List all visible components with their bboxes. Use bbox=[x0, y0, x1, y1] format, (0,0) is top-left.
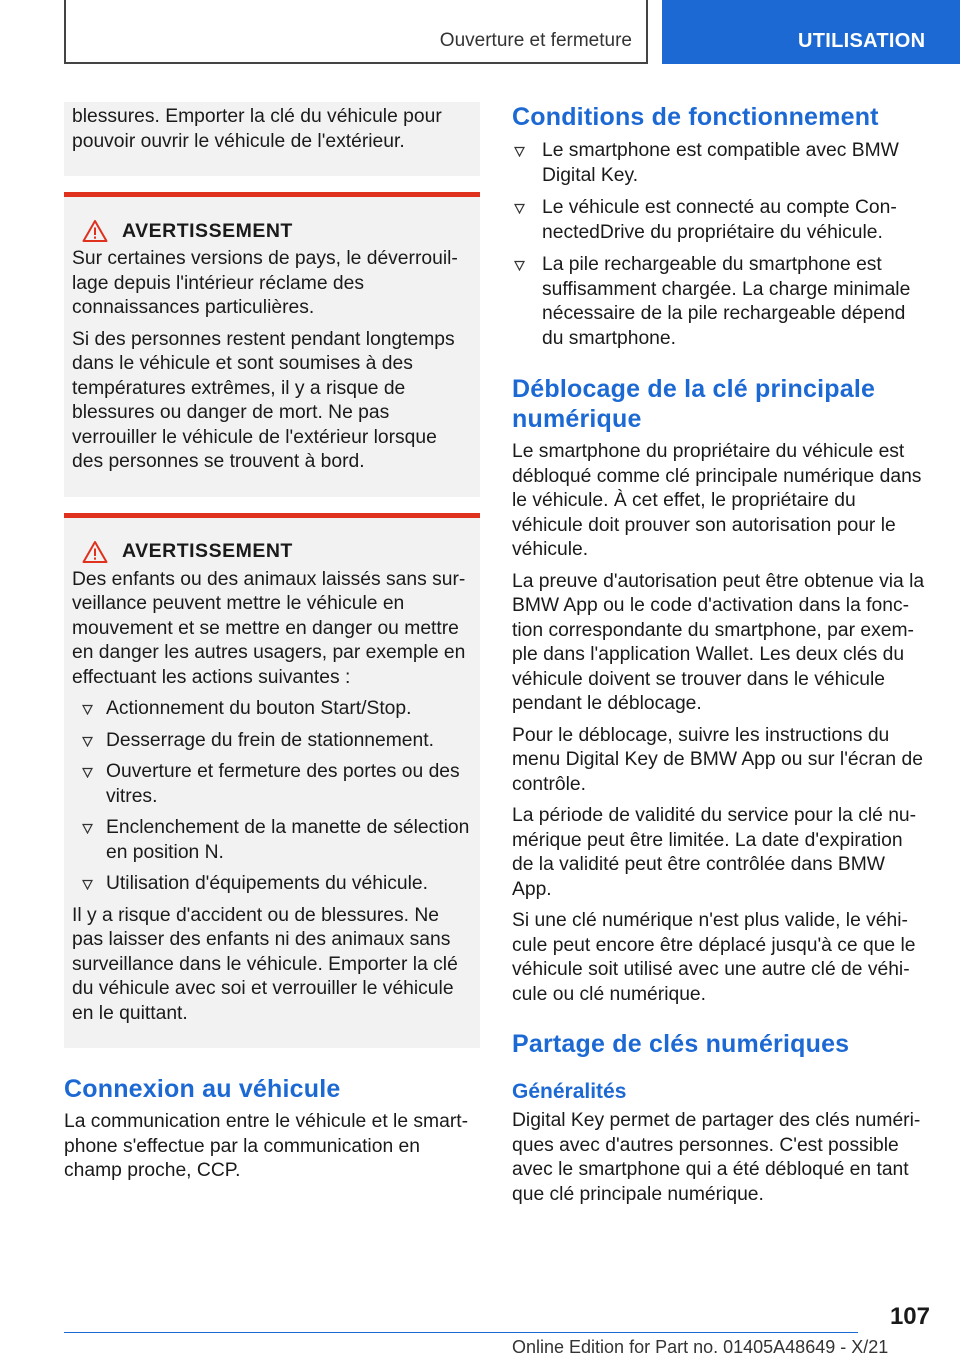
footer-edition-text: Online Edition for Part no. 01405A48649 - X/21 bbox=[512, 1337, 889, 1357]
continued-warning-box bbox=[64, 102, 480, 176]
warning-paragraph: Si des personnes restent pendant longtemps dans le véhicule et sont soumises à des températures extrêmes, il y a risque de blessures ou danger de mort. Ne pas verrouiller le véhicule de l'extérieur lorsque des personnes se trouvent à bord. bbox=[72, 328, 455, 472]
header-section-box bbox=[64, 0, 648, 64]
triangle-bullet-icon bbox=[82, 767, 93, 778]
partage-text: Digital Key permet de partager des clés numériques avec d'autres personnes. C'est possible avec le smartphone qui a été débloqué en tant que clé principale numérique. bbox=[512, 1110, 921, 1205]
left-column bbox=[64, 102, 480, 1191]
warning-paragraph: Sur certaines versions de pays, le déverrouillage depuis l'intérieur réclame des connaissances particulières. bbox=[72, 248, 458, 318]
list-item: Utilisation d'équipements du véhicule. bbox=[72, 872, 472, 897]
triangle-bullet-icon bbox=[82, 736, 93, 747]
list-item: Le smartphone est compatible avec BMW Digital Key. bbox=[512, 139, 928, 188]
header-section-title: Ouverture et fermeture bbox=[439, 30, 632, 51]
warning-box-2 bbox=[64, 513, 480, 1049]
header-chapter-tab bbox=[662, 0, 960, 64]
section-title-partage: Partage de clés numériques bbox=[512, 1030, 850, 1058]
list-item: Enclenchement de la manette de sélection en position N. bbox=[72, 816, 472, 865]
page-number: 107 bbox=[889, 1303, 930, 1330]
conditions-list bbox=[512, 139, 928, 351]
connexion-text: La communication entre le véhicule et le smartphone s'effectue par la communication en champ proche, CCP. bbox=[64, 1111, 469, 1181]
warning-triangle-icon bbox=[82, 540, 108, 564]
deblocage-paragraph: La période de validité du service pour la clé numérique peut être limitée. La date d'expiration de la validité peut être contrôlée dans BMW App. bbox=[512, 805, 917, 900]
warning-box-1 bbox=[64, 192, 480, 497]
list-item: La pile rechargeable du smartphone est suffisamment chargée. La charge minimale nécessaire de la pile rechargeable dépend du smartphone. bbox=[512, 253, 928, 351]
triangle-bullet-icon bbox=[82, 879, 93, 890]
triangle-bullet-icon bbox=[514, 203, 525, 214]
warning-action-list bbox=[72, 697, 472, 897]
header-chapter-title: UTILISATION bbox=[798, 30, 926, 52]
section-title-deblocage: Déblocage de la clé principale numérique bbox=[512, 375, 876, 433]
section-title-connexion: Connexion au véhicule bbox=[64, 1075, 341, 1103]
right-column bbox=[512, 102, 928, 1214]
warning-title: AVERTISSEMENT bbox=[122, 540, 293, 562]
continued-warning-text: blessures. Emporter la clé du véhicule pour pouvoir ouvrir le véhicule de l'extérieur. bbox=[72, 106, 442, 152]
warning-header bbox=[72, 219, 472, 243]
warning-header bbox=[72, 540, 472, 564]
list-item: Actionnement du bouton Start/Stop. bbox=[72, 697, 472, 722]
warning-triangle-icon bbox=[82, 219, 108, 243]
list-item: Le véhicule est connecté au compte ConnectedDrive du propriétaire du véhicule. bbox=[512, 196, 928, 245]
deblocage-paragraph: Pour le déblocage, suivre les instructions du menu Digital Key de BMW App ou sur l'écran de contrôle. bbox=[512, 724, 923, 795]
triangle-bullet-icon bbox=[82, 704, 93, 715]
triangle-bullet-icon bbox=[82, 823, 93, 834]
triangle-bullet-icon bbox=[514, 260, 525, 271]
deblocage-paragraph: Si une clé numérique n'est plus valide, le véhicule peut encore être déplacé jusqu'à ce que le véhicule soit utilisé avec une autre clé de véhicule ou clé numérique. bbox=[512, 910, 916, 1005]
footer-divider bbox=[64, 1332, 858, 1333]
list-item: Desserrage du frein de stationnement. bbox=[72, 729, 472, 754]
warning-paragraph: Il y a risque d'accident ou de blessures. Ne pas laisser des enfants ni des animaux sans surveillance dans le véhicule. Emporter la clé du véhicule avec soi et verrouiller le véhicule en le quittant. bbox=[72, 904, 458, 1024]
warning-title: AVERTISSEMENT bbox=[122, 219, 293, 242]
triangle-bullet-icon bbox=[514, 146, 525, 157]
list-item: Ouverture et fermeture des portes ou des vitres. bbox=[72, 760, 472, 809]
deblocage-paragraph: La preuve d'autorisation peut être obtenue via la BMW App ou le code d'activation dans la fonction correspondante du smartphone, par exemple dans l'application Wallet. Les deux clés du véhicule doivent se trouver dans le véhicule pendant le déblocage. bbox=[512, 570, 925, 714]
section-title-conditions: Conditions de fonctionnement bbox=[512, 103, 879, 131]
warning-paragraph: Des enfants ou des animaux laissés sans surveillance peuvent mettre le véhicule en mouvement et se mettre en danger ou mettre en danger les autres usagers, par exemple en effectuant les actions suivantes : bbox=[72, 568, 466, 688]
deblocage-paragraph: Le smartphone du propriétaire du véhicule est débloqué comme clé principale numérique dans le véhicule. À cet effet, le propriétaire du véhicule doit prouver son autorisation pour le véhicule. bbox=[512, 441, 922, 560]
subsection-title-generalites: Généralités bbox=[512, 1080, 627, 1103]
